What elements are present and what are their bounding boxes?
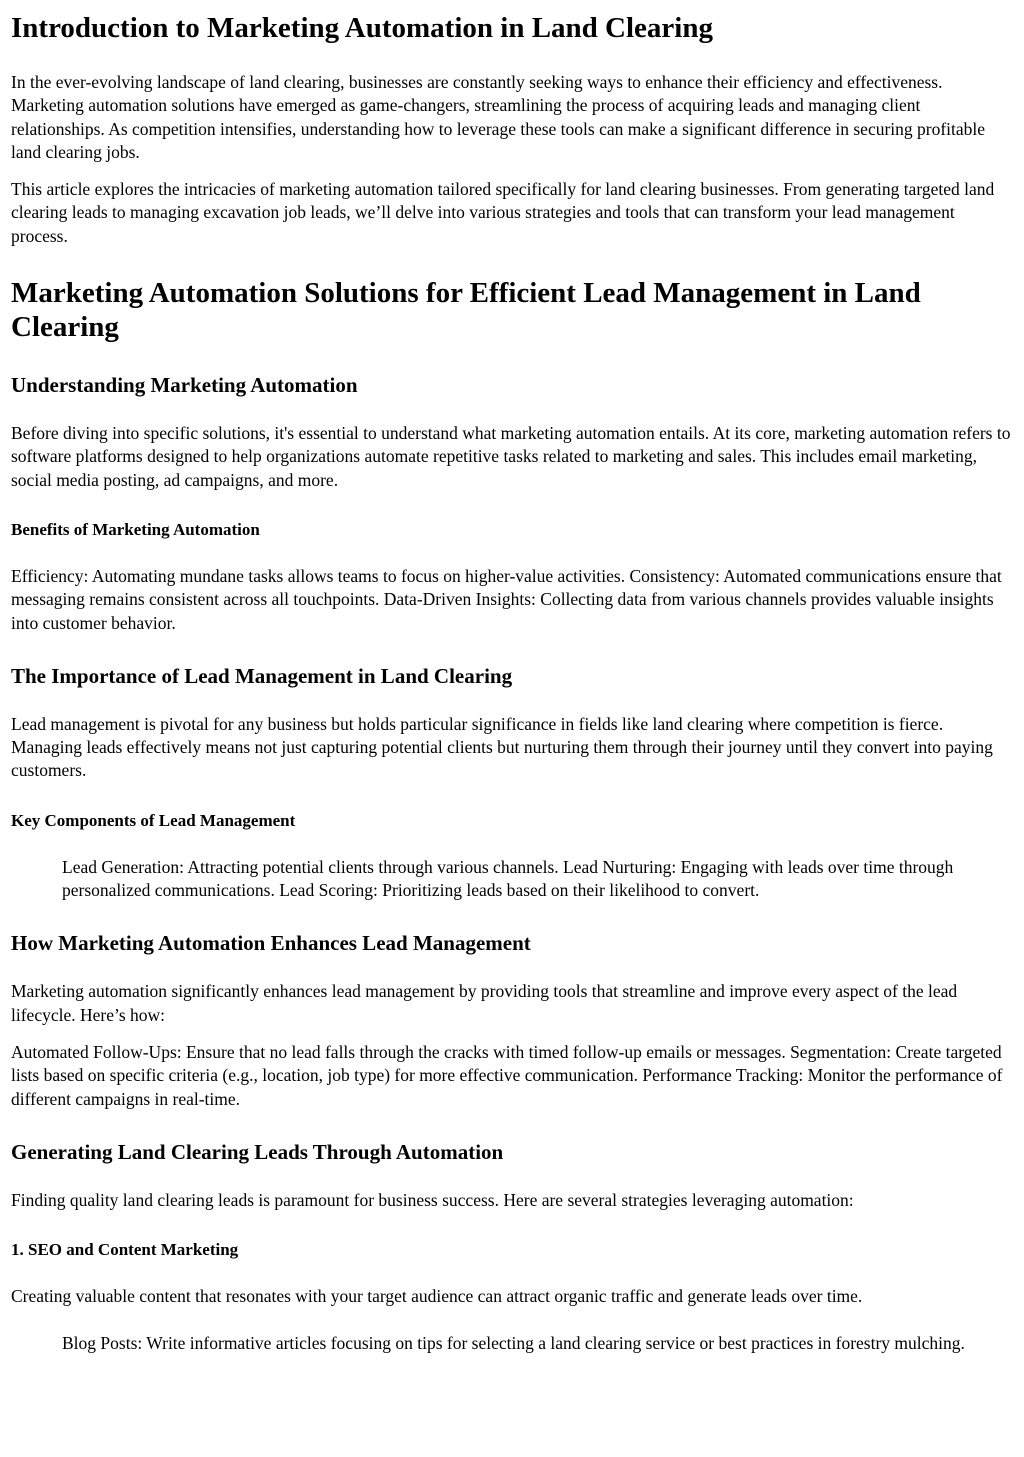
paragraph-generating: Finding quality land clearing leads is paramount for business success. Here are several strategies leveraging automation: [11, 1189, 854, 1210]
heading-understanding: Understanding Marketing Automation [11, 373, 358, 398]
paragraph-seo: Creating valuable content that resonates with your target audience can attract organic traffic and generate leads over time. [11, 1286, 863, 1307]
paragraph-enhances-1: Marketing automation significantly enhances lead management by providing tools that streamline and improve every aspect of the lead lifecycle. Here’s how: [11, 981, 958, 1025]
heading-seo: 1. SEO and Content Marketing [11, 1240, 239, 1260]
heading-benefits: Benefits of Marketing Automation [11, 519, 260, 539]
intro-paragraph-1: In the ever-evolving landscape of land clearing, businesses are constantly seeking ways to enhance their efficiency and effectiveness. Marketing automation solutions have emerged as game-changers, streamlining the process of acquiring leads and managing client relationships. As competition intensifies, understanding how to leverage these tools can make a significant difference in securing profitable land clearing jobs. [11, 72, 986, 162]
heading-components: Key Components of Lead Management [11, 810, 296, 830]
heading-generating: Generating Land Clearing Leads Through Automation [11, 1139, 504, 1164]
paragraph-understanding: Before diving into specific solutions, it's essential to understand what marketing automation entails. At its core, marketing automation refers to software platforms designed to help organizations automate repetitive tasks related to marketing and sales. This includes email marketing, social media posting, ad campaigns, and more. [11, 423, 1011, 490]
intro-paragraph-2: This article explores the intricacies of marketing automation tailored specifically for land clearing businesses. From generating targeted land clearing leads to managing excavation job leads, we’ll delve into various strategies and tools that can transform your lead management process. [11, 179, 995, 246]
blockquote-components: Lead Generation: Attracting potential clients through various channels. Lead Nurturing: Engaging with leads over time through personalized communications. Lead Scoring: Prioritizing leads based on their likelihood to convert. [62, 856, 954, 901]
paragraph-benefits: Efficiency: Automating mundane tasks allows teams to focus on higher-value activities. Consistency: Automated communications ensure that messaging remains consistent across all touchpoints. Data-Driven Insights: Collecting data from various channels provides valuable insights into customer behavior. [11, 565, 1002, 633]
paragraph-importance: Lead management is pivotal for any business but holds particular significance in fields like land clearing where competition is fierce. Managing leads effectively means not just capturing potential clients but nurturing them through their journey until they convert into paying customers. [11, 713, 993, 781]
blockquote-seo: Blog Posts: Write informative articles focusing on tips for selecting a land clearing service or best practices in forestry mulching. [62, 1333, 965, 1354]
page-title: Introduction to Marketing Automation in Land Clearing [11, 12, 713, 44]
paragraph-enhances-2: Automated Follow-Ups: Ensure that no lead falls through the cracks with timed follow-up emails or messages. Segmentation: Create targeted lists based on specific criteria (e.g., location, job type) for more effective communication. Performance Tracking: Monitor the performance of different campaigns in real-time. [11, 1041, 1003, 1109]
heading-importance: The Importance of Lead Management in Land Clearing [11, 663, 513, 688]
section-title: Marketing Automation Solutions for Efficient Lead Management in Land Clearing [11, 277, 921, 344]
article [0, 11, 1024, 1356]
heading-enhances: How Marketing Automation Enhances Lead Management [11, 931, 531, 956]
